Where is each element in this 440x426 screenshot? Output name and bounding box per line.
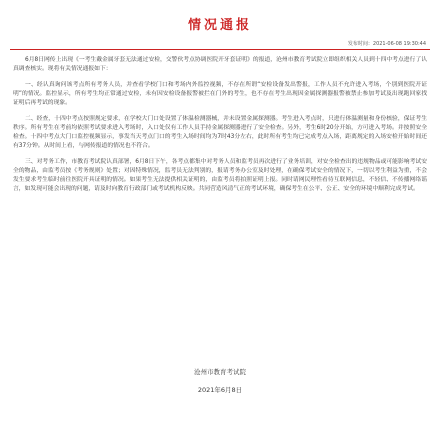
issue-date: 2021年6月8日: [197, 386, 243, 394]
paragraph-intro: 6月8日网传上出现《一考生戴金属牙套无法通过安检，交警伙考点协调医院开牙套证明》的报道，沧州市教育考试院立即组织相关人员到十四中考点进行了认真调查核实。现将有关情况通报如下：: [13, 57, 427, 72]
publish-label: 发布时间：: [347, 41, 373, 47]
document-body: [13, 56, 427, 201]
publish-time: [348, 40, 426, 47]
document-title: 情况通报: [187, 18, 252, 33]
paragraph-2: 二、经查，十四中考点按照规定要求，在学校大门口处设置了体温检测器械，并未设置金属探测器。考生进入考点时，只进行体温测量和身份核验，保证考生秩序。所有考生在考前均依照考试要求进入考场时，入口处仅有工作人员手持金属探测器进行了安全检查。另外，考生6时20分开始，方可进入考场。并按照安全检查。十四中考点大门口监控视频显示，事发当天考点门口的考生入场时间均为7时43分左右，此时所有考生均已完成考点入场，距离规定的入场安检开始时间还有37分钟。从时间上看，与网传报道的情况也不符合。: [13, 116, 427, 149]
paragraph-3: 三、对考务工作，市教育考试院认真部署，6月8日下午，各考点都集中对考务人员和监考员再次进行了业务培训，对安全检查出的违规物品或可能影响考试安全的物品，由监考员按《考务规则》处置；对因特殊情况，监考员无法判别的，报请考务办公室及时处理，在确保考试安全的情况下，一切以考生利益为重，不会发生要求考生临时前往医院开具证明的情况。如果考生无法提供相关证明的，由监考员将拍照证明上报。同时请网民理性看待互联网信息，不轻信、不传播网络谣言，如发现可能会出现的问题，请及时向教育行政部门或考试机构反映。共同营造风清气正的考试环境，确保考生在公平、公正、安全的环境中顺利完成考试。: [13, 159, 427, 192]
title-divider: [10, 49, 430, 50]
issuing-organization: 沧州市教育考试院: [194, 368, 246, 376]
publish-time-value: 2021-06-08 19:30:44: [372, 41, 426, 47]
paragraph-1: 一、经认真询问该考点所有考务人员，并查看学校门口和考场内外监控视频，不存在所谓“安检设备发出警报，工作人员不允许进入考场，个别到医院开证明”的情况。监控显示，所有考生均正常通过安检，未有因安检设备报警被拦在门外的考生，也不存在考生出现因金属探测器报警被禁止参加考试及出现跑回家找证明后再考试的现象。: [13, 82, 427, 106]
